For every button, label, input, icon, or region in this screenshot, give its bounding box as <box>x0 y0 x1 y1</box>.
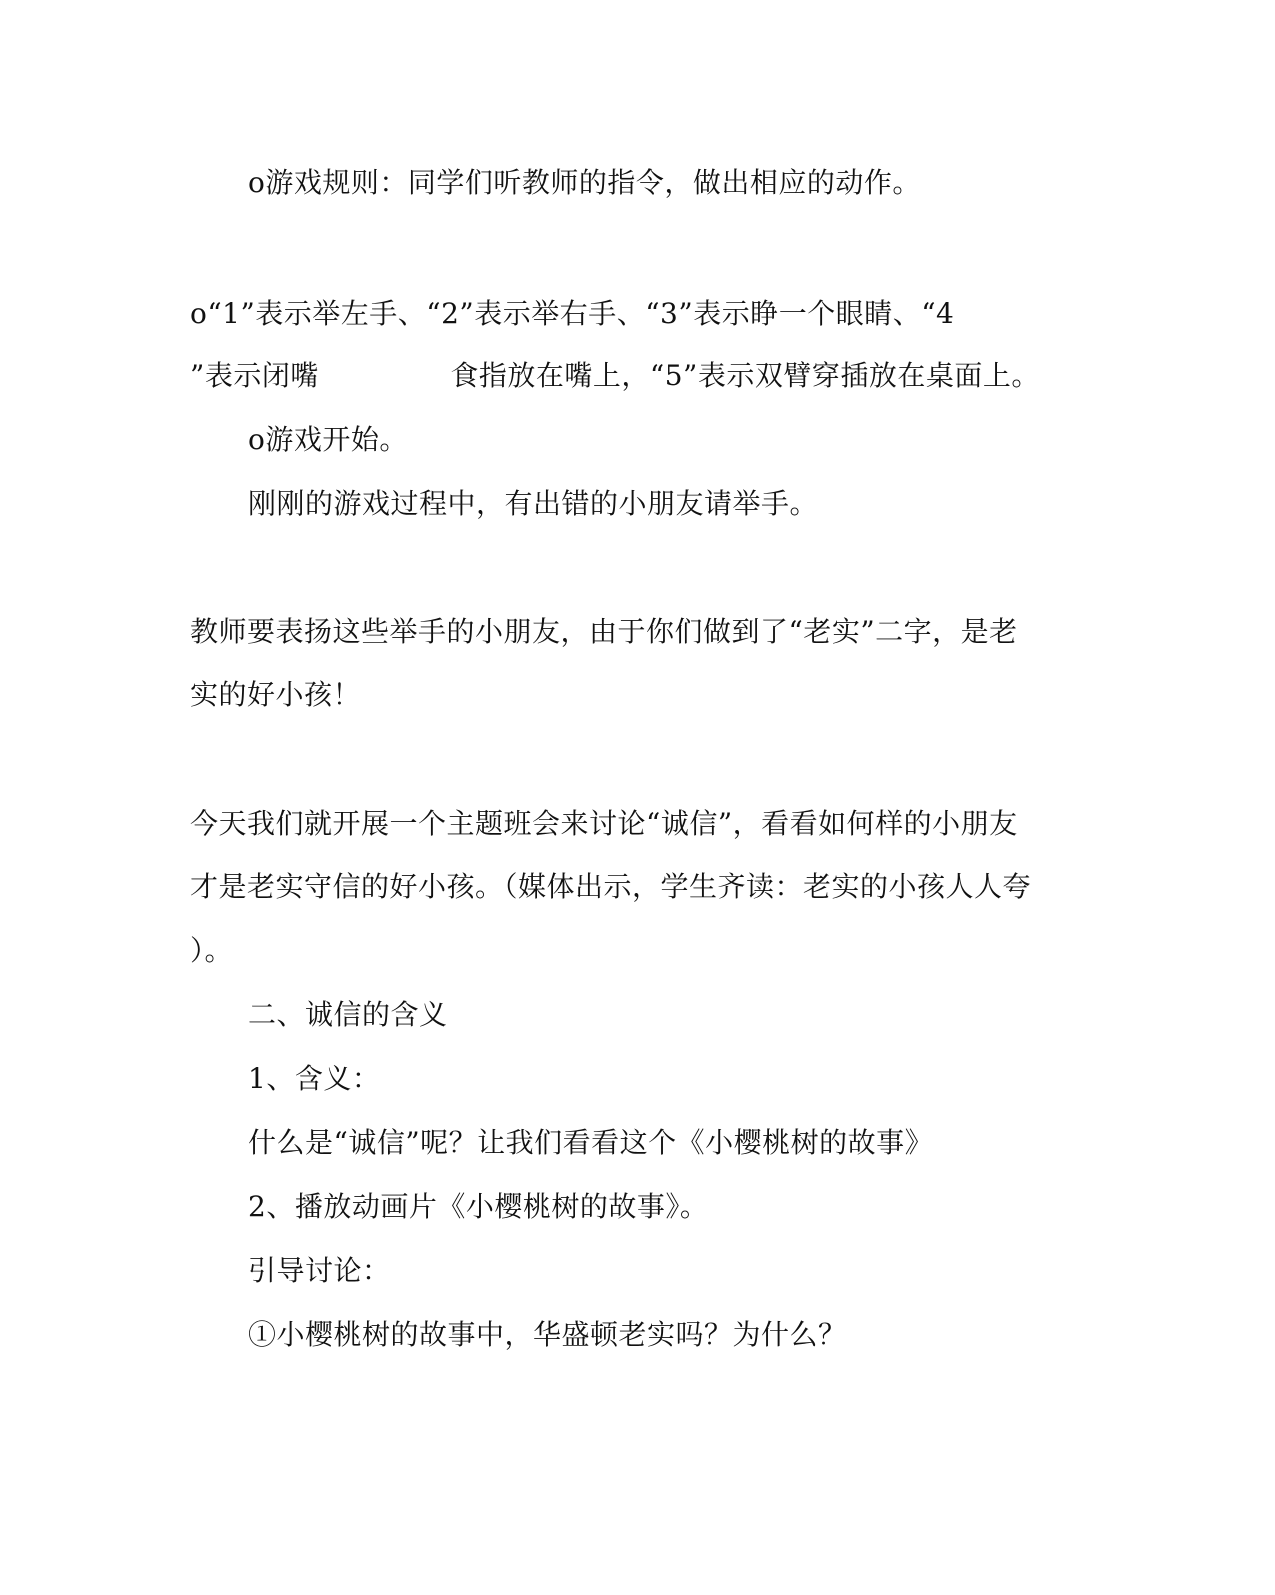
game-start-line: o游戏开始。 <box>248 423 408 456</box>
theme-line-3: ）。 <box>190 934 234 967</box>
game-rules-line: o游戏规则：同学们听教师的指令，做出相应的动作。 <box>248 166 921 199</box>
instructions-line-1: o“1”表示举左手、“2”表示举右手、“3”表示睁一个眼睛、“4 <box>190 297 955 330</box>
play-animation-line: 2、播放动画片《小樱桃树的故事》。 <box>248 1190 709 1223</box>
meaning-heading: 1、含义： <box>248 1062 381 1095</box>
section-heading: 二、诚信的含义 <box>248 998 448 1031</box>
discussion-question-1: ①小樱桃树的故事中，华盛顿老实吗？为什么？ <box>248 1318 847 1351</box>
discussion-heading: 引导讨论： <box>248 1254 391 1287</box>
praise-line-1: 教师要表扬这些举手的小朋友，由于你们做到了“老实”二字，是老 <box>190 615 1018 648</box>
theme-line-1: 今天我们就开展一个主题班会来讨论“诚信”，看看如何样的小朋友 <box>190 807 1018 840</box>
theme-line-2: 才是老实守信的好小孩。（媒体出示，学生齐读：老实的小孩人人夸 <box>190 870 1032 903</box>
meaning-question: 什么是“诚信”呢？让我们看看这个《小樱桃树的故事》 <box>248 1126 934 1159</box>
raise-hand-line: 刚刚的游戏过程中，有出错的小朋友请举手。 <box>248 487 819 520</box>
instructions-line-2: ”表示闭嘴 食指放在嘴上，“5”表示双臂穿插放在桌面上。 <box>190 359 1040 392</box>
praise-line-2: 实的好小孩！ <box>190 678 362 711</box>
